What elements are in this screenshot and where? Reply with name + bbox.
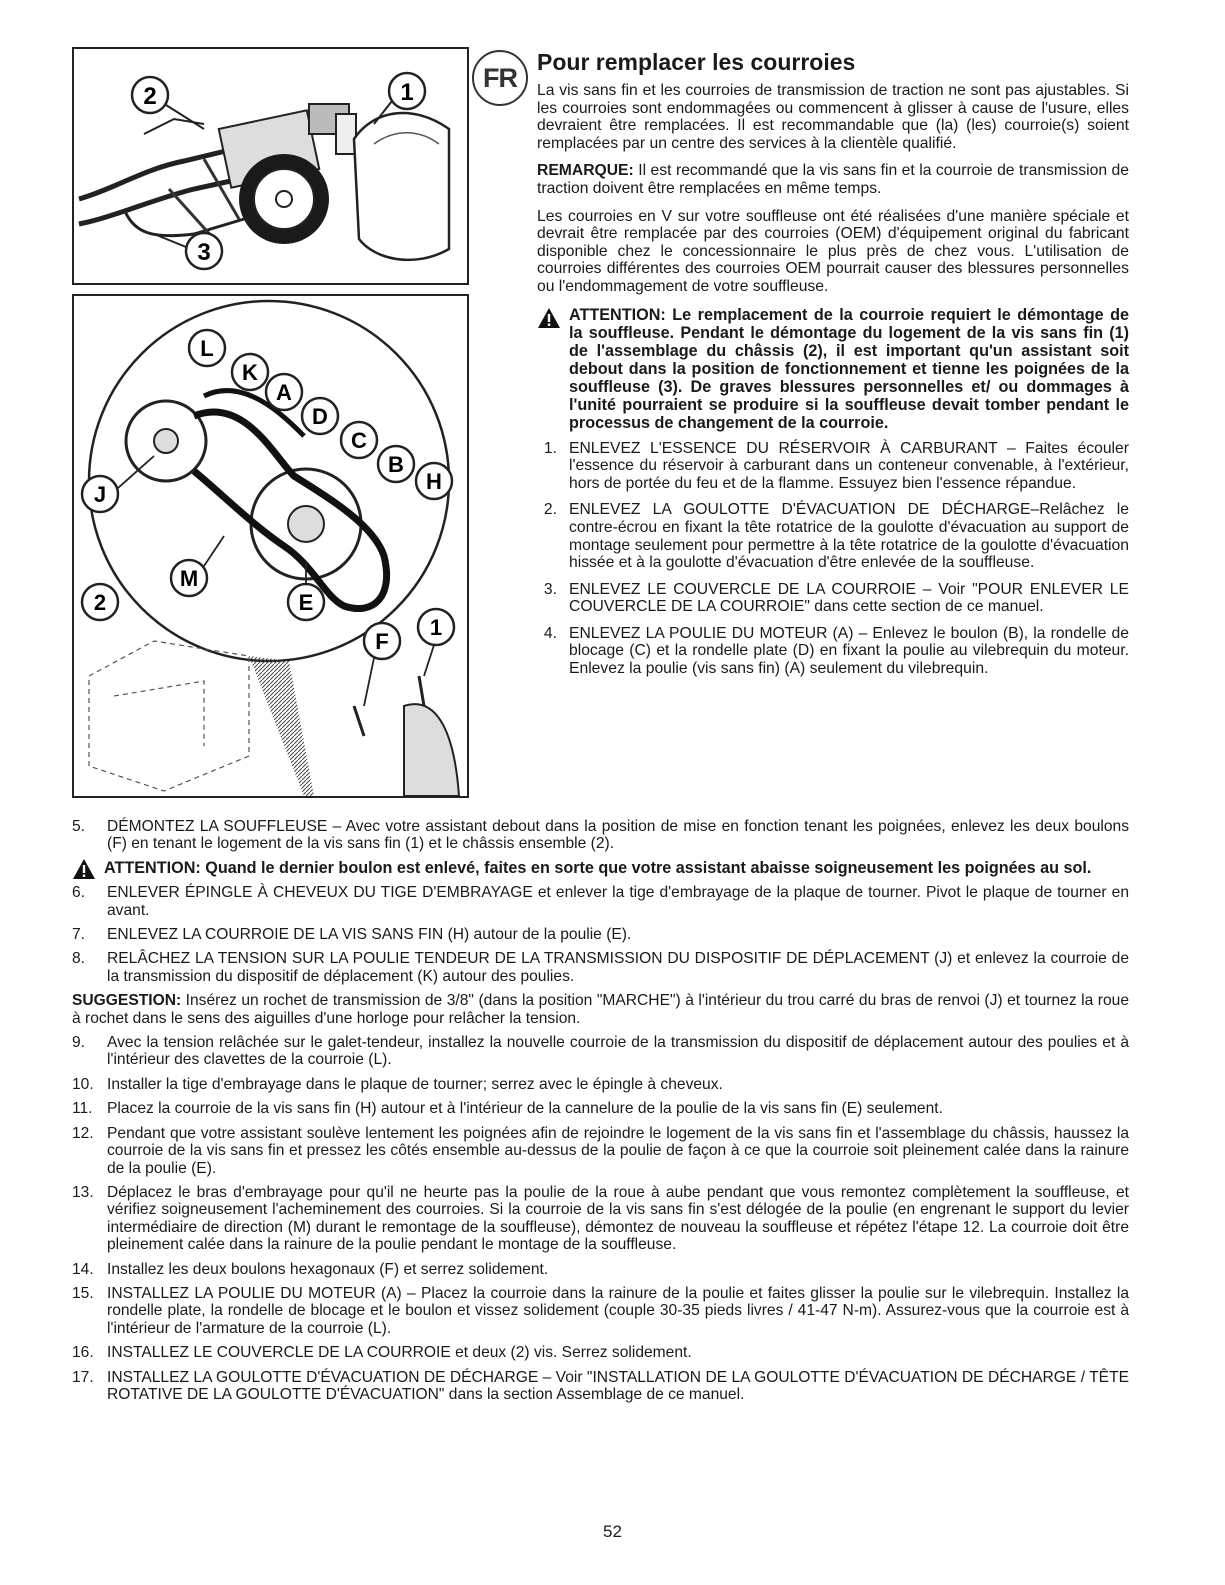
list-item: 11. Placez la courroie de la vis sans fin (H) autour et à l'intérieur de la cannelure de la poulie de la vis sans fin (E) seulement. <box>72 1100 943 1118</box>
callout-1b: 1 <box>429 615 443 640</box>
callout-F: F <box>375 629 389 654</box>
page-number: 52 <box>603 1522 622 1541</box>
svg-text:2: 2 <box>143 83 157 110</box>
list-item: 14. Installez les deux boulons hexagonaux (F) et serrez solidement. <box>72 1260 549 1278</box>
callout-M: M <box>179 566 199 591</box>
svg-text:3: 3 <box>197 239 211 266</box>
intro-paragraph: La vis sans fin et les courroies de transmission de traction ne sont pas ajustables. Si les courroies sont endommagées ou commencent à glisser à cause de l'usure, elles devraient être remplacées. Il est recommandable que (la) (les) courroie(s) soient remplacées par un centre des services à la clientèle qualifié. <box>537 82 1129 152</box>
list-item: 13. Déplacez le bras d'embrayage pour qu'il ne heurte pas la poulie de la roue à aube pendant que vous remontez complètement la souffleuse, et vérifiez soigneusement l'acheminement des courroies. Si la courroie de la vis sans fin s'est délogée de la poulie (en engrenant le support du levier intermédiaire de direction (M) durant le remontage de la souffleuse), démontez de nouveau la souffleuse et répétez l'étape 12. La courroie doit être pleinement calée dans la rainure de la poulie pendant le montage de la souffleuse. <box>72 1183 1129 1254</box>
list-item: 12. Pendant que votre assistant soulève lentement les poignées afin de rejoindre le logement de la vis sans fin et l'assemblage du châssis, haussez la courroie de la vis sans fin et pressez les côtés ensemble au-dessus de la poulie de façon à ce que la courroie soit pleinement calée dans la rainure de la poulie (E). <box>72 1124 1129 1177</box>
remarque-paragraph: REMARQUE: Il est recommandé que la vis sans fin et la courroie de transmission de traction doivent être remplacées en même temps. <box>537 162 1129 197</box>
language-badge-fr: FR <box>472 50 528 106</box>
callout-L: L <box>200 336 214 361</box>
list-item: 5. DÉMONTEZ LA SOUFFLEUSE – Avec votre assistant debout dans la position de mise en fonction tenant les poignées, enlevez les deux boulons (F) en tenant le logement de la vis sans fin (1) et le châssis ensemble (2). <box>72 818 1129 853</box>
warning-icon <box>537 307 561 329</box>
belt-detail-illustration <box>74 296 467 796</box>
callout-B: B <box>388 452 404 477</box>
suggestion-paragraph: SUGGESTION: Insérez un rochet de transmission de 3/8" (dans la position "MARCHE") à l'intérieur du trou carré du bras de renvoi (J) et tournez la roue à rochet dans le sens des aiguilles d'une horloge pour relâcher la tension. <box>72 992 1129 1027</box>
oem-paragraph: Les courroies en V sur votre souffleuse ont été réalisées d'une manière spéciale et devrait être remplacée par des courroies (OEM) d'équipement original du fabricant disponible chez le concessionnaire le plus près de chez vous. L'utilisation de courroies différentes des courroies OEM pourrait causer des blessures personnelles ou l'endommagement de votre souffleuse. <box>537 207 1129 295</box>
steps-list-1-4 <box>537 440 1129 678</box>
list-item: 8. RELÂCHEZ LA TENSION SUR LA POULIE TENDEUR DE LA TRANSMISSION DU DISPOSITIF DE DÉPLACEMENT (J) et enlevez la courroie de la transmission du dispositif de déplacement (K) autour des poulies. <box>72 950 1129 985</box>
list-item: 7. ENLEVEZ LA COURROIE DE LA VIS SANS FIN (H) autour de la poulie (E). <box>72 926 632 944</box>
callout-A: A <box>276 380 292 405</box>
warning-icon <box>72 858 96 880</box>
callout-E: E <box>298 590 314 615</box>
list-item: 2. ENLEVEZ LA GOULOTTE D'ÉVACUATION DE DÉCHARGE–Relâchez le contre-écrou en fixant la tête rotatrice de la goulotte d'évacuation au support de montage seulement pour permettre à la tête rotatrice de la goulotte d'évacuation hissée et à la goulotte d'évacuation d'être enlevée de la souffleuse. <box>543 501 1129 572</box>
attention-warning-2: ATTENTION: Quand le dernier boulon est enlevé, faites en sorte que votre assistant abaisse soigneusement les poignées au sol. <box>72 860 1129 877</box>
list-item: 17. INSTALLEZ LA GOULOTTE D'ÉVACUATION DE DÉCHARGE – Voir "INSTALLATION DE LA GOULOTTE D'ÉVACUATION DE DÉCHARGE / TÊTE ROTATIVE DE LA GOULOTTE D'ÉVACUATION" dans la section Assemblage de ce manuel. <box>72 1368 1129 1403</box>
list-item: 10. Installer la tige d'embrayage dans le plaque de tourner; serrez avec le épingle à cheveux. <box>72 1075 723 1093</box>
list-item: 16. INSTALLEZ LE COUVERCLE DE LA COURROIE et deux (2) vis. Serrez solidement. <box>72 1344 692 1362</box>
figure-belt-detail <box>72 294 469 798</box>
right-column-text <box>537 82 1129 687</box>
callout-H: H <box>426 469 442 494</box>
attention-warning-1: ATTENTION: Le remplacement de la courroie requiert le démontage de la souffleuse. Pendant le démontage du logement de la vis sans fin (1) de l'assemblage du châssis (2), il est important qu'un assistant soit debout dans la position de fonctionnement et tienne les poignées de la souffleuse (3). De graves blessures personnelles et/ ou dommages à l'unité pourraient se produire si la souffleuse devait tomber pendant le processus de changement de la courroie. <box>537 306 1129 432</box>
callout-J: J <box>93 482 107 507</box>
svg-text:1: 1 <box>400 79 414 106</box>
section-title: Pour remplacer les courroies <box>537 49 856 75</box>
list-item: 9. Avec la tension relâchée sur le galet-tendeur, installez la nouvelle courroie de la transmission du dispositif de déplacement autour des poulies et à l'intérieur des clavettes de la courroie (L). <box>72 1034 1129 1069</box>
list-item: 4. ENLEVEZ LA POULIE DU MOTEUR (A) – Enlevez le boulon (B), la rondelle de blocage (C) et la rondelle plate (D) en fixant la poulie au vilebrequin du moteur. Enlevez la poulie (vis sans fin) (A) seulement du vilebrequin. <box>543 624 1129 678</box>
figure-snowthrower-side <box>72 47 469 285</box>
list-item: 15. INSTALLEZ LA POULIE DU MOTEUR (A) – Placez la courroie dans la rainure de la poulie et faites glisser la poulie sur le vilebrequin. Installez la rondelle plate, la rondelle de blocage et le boulon et vissez solidement (couple 30-35 pieds livres / 41-47 N-m). Assurez-vous que la courroie est à l'intérieur de l'armature de la courroie (L). <box>72 1284 1129 1337</box>
callout-2b: 2 <box>93 590 107 615</box>
list-item: 6. ENLEVER ÉPINGLE À CHEVEUX DU TIGE D'EMBRAYAGE et enlever la tige d'embrayage de la plaque de tourner. Pivot le plaque de tourner en avant. <box>72 884 1129 919</box>
callout-K: K <box>242 360 258 385</box>
snowthrower-illustration <box>74 49 467 283</box>
list-item: 3. ENLEVEZ LE COUVERCLE DE LA COURROIE – Voir "POUR ENLEVER LE COUVERCLE DE LA COURROIE" dans cette section de ce manuel. <box>543 580 1129 616</box>
callout-C: C <box>351 428 367 453</box>
full-width-steps <box>72 818 1129 1410</box>
callout-D: D <box>312 404 328 429</box>
list-item: 1. ENLEVEZ L'ESSENCE DU RÉSERVOIR À CARBURANT – Faites écouler l'essence du réservoir à carburant dans un conteneur convenable, à l'extérieur, hors de portée du feu et de la flamme. Essuyez bien l'essence répandue. <box>543 439 1129 492</box>
